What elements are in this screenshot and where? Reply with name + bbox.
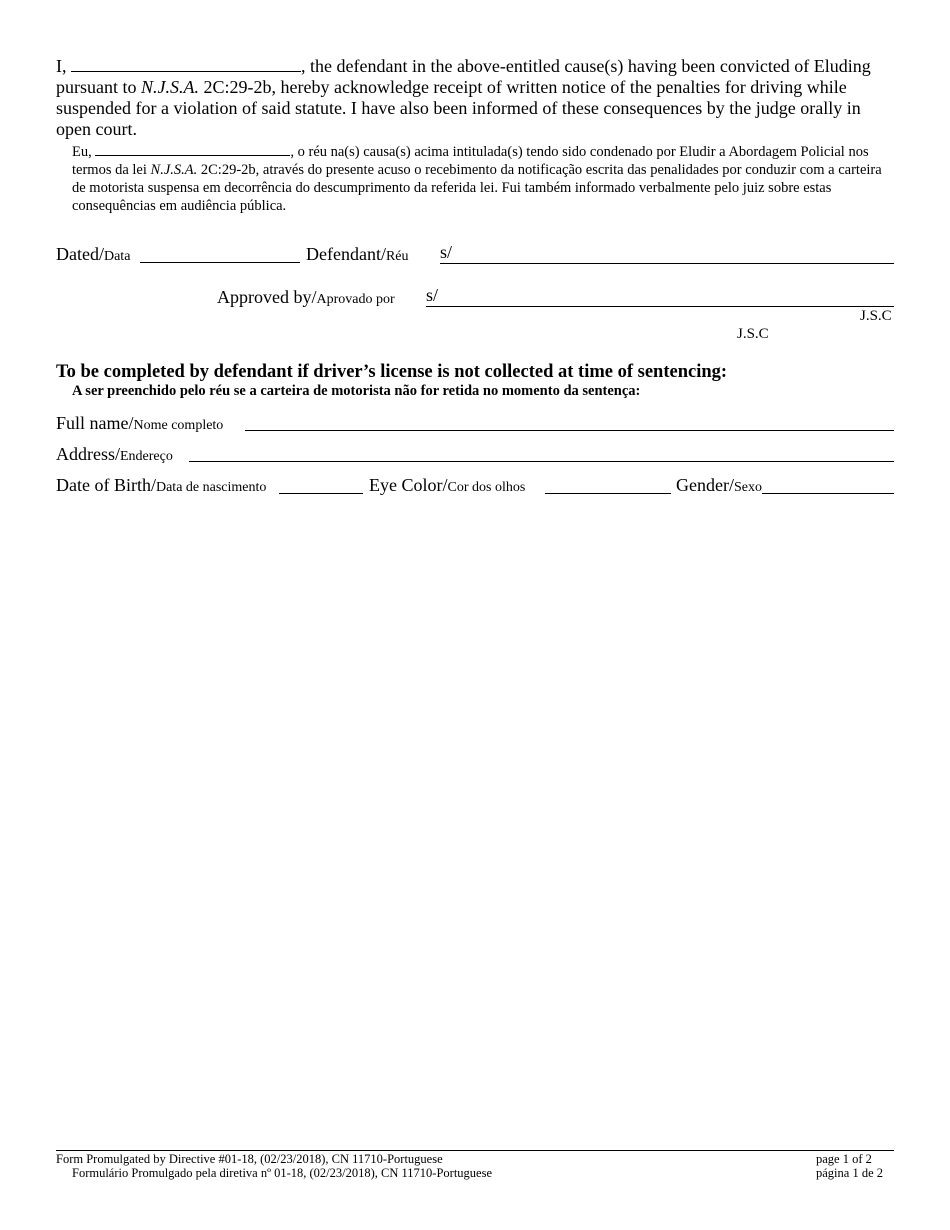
- pronoun-i: I,: [56, 56, 67, 76]
- footer-divider: [56, 1150, 894, 1151]
- acknowledgment-english: I, , the defendant in the above-entitled cause(s) having been convicted of Eluding pursuant to N.J.S.A. 2C:29-2b, hereby acknowledge receipt of written notice of the penalties for driving while suspended for a violation of said statute. I have also been informed of these consequences by the judge orally in open court.: [56, 56, 871, 139]
- gender-field[interactable]: [762, 493, 894, 494]
- footer-form-english: Form Promulgated by Directive #01-18, (02/23/2018), CN 11710-Portuguese: [56, 1152, 443, 1166]
- jsc-label-right: J.S.C: [860, 308, 892, 324]
- section-heading-english: To be completed by defendant if driver’s license is not collected at time of sentencing:: [56, 362, 728, 382]
- defendant-name-blank-pt[interactable]: [95, 155, 290, 156]
- footer-page-english: page 1 of 2: [816, 1152, 872, 1166]
- defendant-label: Defendant/Réu: [306, 244, 409, 264]
- eye-color-field[interactable]: [545, 493, 671, 494]
- approved-signature-field[interactable]: [426, 306, 894, 307]
- eye-color-label: Eye Color/Cor dos olhos: [369, 475, 526, 495]
- address-label: Address/Endereço: [56, 444, 173, 464]
- approved-signature-mark: s/: [426, 285, 439, 305]
- footer-page-portuguese: página 1 de 2: [816, 1166, 883, 1180]
- date-of-birth-label: Date of Birth/Data de nascimento: [56, 475, 267, 495]
- defendant-signature-mark: s/: [440, 242, 453, 262]
- dated-field[interactable]: [140, 262, 300, 263]
- statute-name-pt: N.J.S.A.: [150, 162, 198, 178]
- gender-label: Gender/Sexo: [676, 475, 762, 495]
- full-name-label: Full name/Nome completo: [56, 413, 224, 433]
- defendant-signature-field[interactable]: [440, 263, 894, 264]
- dated-label: Dated/Data: [56, 244, 131, 264]
- date-of-birth-field[interactable]: [279, 493, 363, 494]
- section-heading-portuguese: A ser preenchido pelo réu se a carteira de motorista não for retida no momento da sentença:: [72, 383, 641, 399]
- address-field[interactable]: [189, 461, 894, 462]
- footer-form-portuguese: Formulário Promulgado pela diretiva nº 01-18, (02/23/2018), CN 11710-Portuguese: [72, 1166, 493, 1180]
- defendant-name-blank[interactable]: [71, 71, 301, 72]
- approved-by-label: Approved by/Aprovado por: [217, 287, 395, 307]
- acknowledgment-portuguese: Eu, , o réu na(s) causa(s) acima intitulada(s) tendo sido condenado por Eludir a Abordagem Policial nos termos da lei N.J.S.A. 2C:29-2b, através do presente acuso o recebimento da notificação escrita das penalidades por conduzir com a carteira de motorista suspensa em decorrência do descumprimento da referida lei. Fui também informado verbalmente pelo juiz sobre estas consequências em audiência pública.: [72, 144, 882, 214]
- jsc-label-center: J.S.C: [737, 326, 769, 342]
- full-name-field[interactable]: [245, 430, 894, 431]
- pronoun-eu: Eu,: [72, 144, 92, 160]
- statute-name: N.J.S.A.: [141, 77, 199, 97]
